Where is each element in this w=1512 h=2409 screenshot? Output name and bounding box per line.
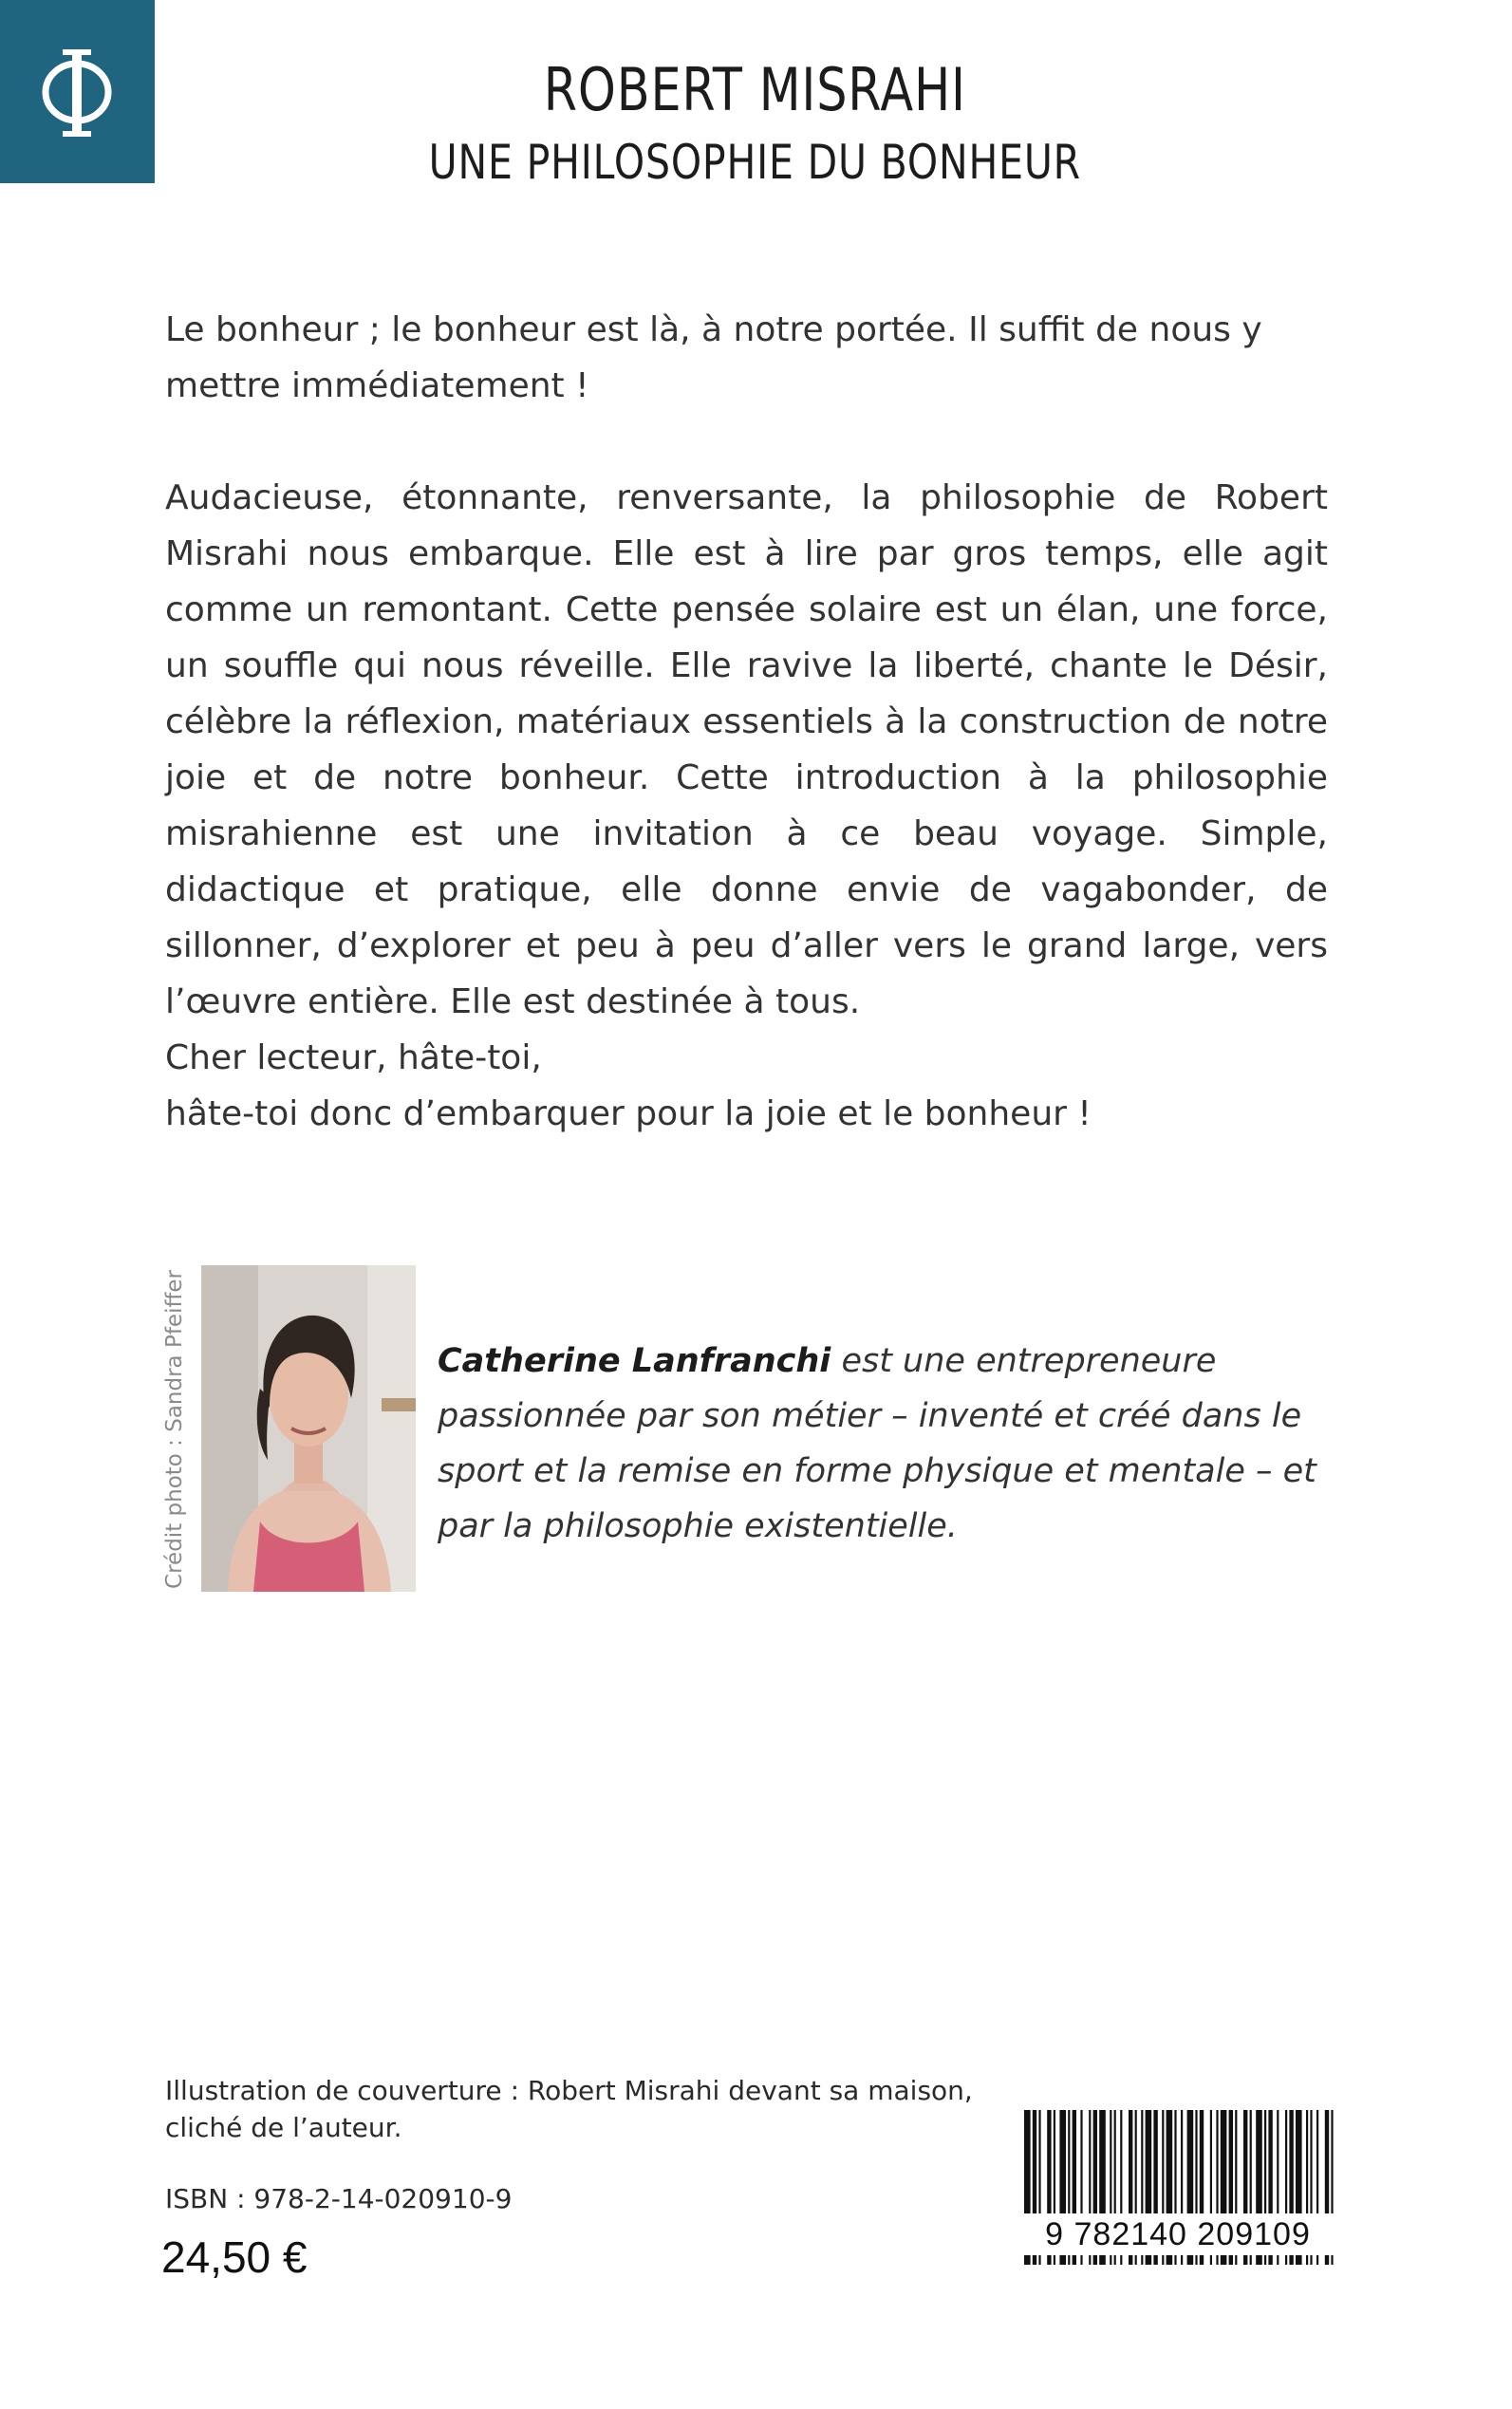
author-photo — [201, 1265, 416, 1592]
phi-icon — [0, 0, 155, 183]
blurb-paragraph-2: Audacieuse, étonnante, renversante, la philosophie de Robert Misrahi nous embarque. Elle est à lire par gros temps, elle agit comme un remontant. Cette pensée solaire est un élan, une force, un souffle qui nous réveille. Elle ravive la liberté, chante le Désir, célèbre la réflexion, matériaux essentiels à la construction de notre joie et de notre bonheur. Cette introduction à la philosophie misrahienne est une invitation à ce beau voyage. Simple, didactique et pratique, elle donne envie de vagabonder, de sillonner, d’explorer et peu à peu d’aller vers le grand large, vers l’œuvre entière. Elle est destinée à tous. — [165, 478, 1328, 1021]
illustration-credit-line-2: cliché de l’auteur. — [165, 2112, 402, 2143]
blurb-paragraph-3 — [165, 1030, 1328, 1142]
blurb-closing-line-2: hâte-toi donc d’embarquer pour la joie et le bonheur ! — [165, 1094, 1092, 1133]
barcode-digits: 9 782140 209109 — [1020, 2213, 1335, 2255]
blurb-closing-line-1: Cher lecteur, hâte-toi, — [165, 1038, 542, 1077]
author-bio-text: est une entrepreneure passionnée par son métier – inventé et créé dans le sport et la remise en forme physique et mentale – et par la philosophie existentielle. — [438, 1342, 1316, 1545]
blurb-paragraph-1: Le bonheur ; le bonheur est là, à notre portée. Il suffit de nous y mettre immédiatement ! — [165, 310, 1262, 405]
photo-credit: Crédit photo : Sandra Pfeiffer — [162, 1270, 187, 1589]
book-author: ROBERT MISRAHI — [543, 55, 966, 124]
illustration-credit-line-1: Illustration de couverture : Robert Misrahi devant sa maison, — [165, 2075, 973, 2106]
publisher-logo — [0, 0, 155, 183]
author-bio — [438, 1334, 1330, 1554]
author-bio-name: Catherine Lanfranchi — [438, 1342, 831, 1380]
illustration-credit — [165, 2072, 1019, 2146]
isbn: ISBN : 978-2-14-020910-9 — [165, 2183, 513, 2214]
book-subtitle: UNE PHILOSOPHIE DU BONHEUR — [428, 135, 1081, 190]
price: 24,50 € — [161, 2232, 308, 2282]
